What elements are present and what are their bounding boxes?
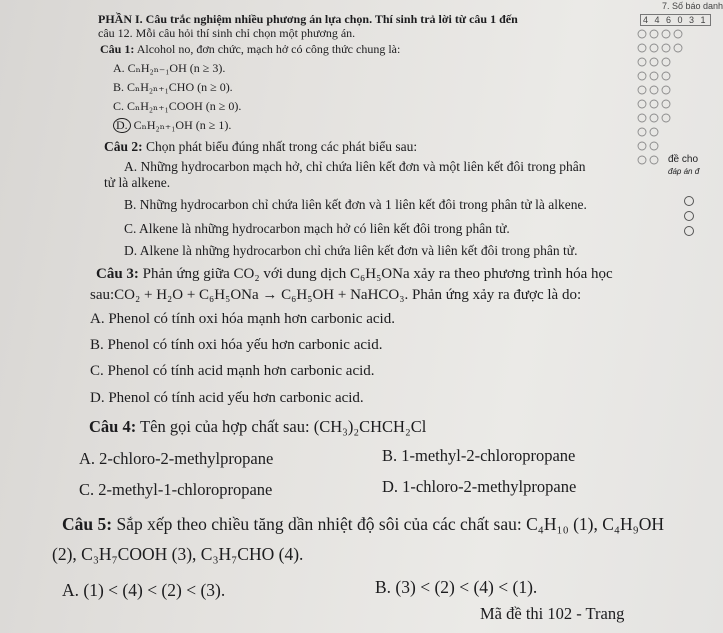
registration-number-label: 7. Số báo danh (662, 1, 723, 11)
section-title: PHẦN I. Câu trắc nghiệm nhiều phương án lựa chọn. Thí sinh trả lời từ câu 1 đến (98, 12, 518, 26)
question-5: Câu 5: Sắp xếp theo chiều tăng dần nhiệt độ sôi của các chất sau: C₄H₁₀ (1), C₄H₉OH (62, 514, 665, 534)
q4-option-b: B. 1-methyl-2-chloropropane (382, 446, 576, 465)
q2-option-a-line2: tử là alkene. (104, 175, 171, 190)
q1-option-d: D. CₙH₂ₙ₊₁OH (n ≥ 1). (113, 118, 231, 133)
q5-stem-line2: (2), C₃H₇COOH (3), C₃H₇CHO (4). (52, 544, 304, 564)
q3-option-a: A. Phenol có tính oxi hóa mạnh hơn carbonic acid. (90, 311, 395, 327)
side-note-1: đề cho (668, 154, 699, 165)
q3-equation: sau:CO₂ + H₂O + C₆H₅ONa → C₆H₅OH + NaHCO₃. Phản ứng xảy ra được là do: (90, 287, 582, 303)
question-1: Câu 1: Alcohol no, đơn chức, mạch hở có công thức chung là: (100, 42, 401, 56)
q2-option-c: C. Alkene là những hydrocarbon mạch hở có liên kết đôi trong phân tử. (124, 221, 510, 236)
q1-option-b: B. CₙH₂ₙ₊₁CHO (n ≥ 0). (113, 80, 233, 94)
side-note-2: đáp án đ (668, 167, 700, 176)
q2-option-d: D. Alkene là những hydrocarbon chỉ chứa liên kết đơn và liên kết đôi trong phân tử. (124, 243, 578, 258)
q1-option-a: A. CₙH₂ₙ₋₁OH (n ≥ 3). (113, 61, 226, 75)
q4-option-c: C. 2-methyl-1-chloropropane (79, 480, 273, 499)
code-boxes: 4 4 6 0 3 1 (640, 14, 711, 26)
side-bubbles (684, 196, 694, 241)
q3-option-b: B. Phenol có tính oxi hóa yếu hơn carbonic acid. (90, 337, 383, 353)
selected-answer-mark: D. (113, 118, 131, 133)
page-footer: Mã đề thi 102 - Trang (480, 604, 625, 623)
q2-option-b: B. Những hydrocarbon chỉ chứa liên kết đơn và 1 liên kết đôi trong phân tử là alkene. (124, 197, 587, 212)
q4-option-d: D. 1-chloro-2-methylpropane (382, 477, 577, 496)
question-2: Câu 2: Chọn phát biểu đúng nhất trong các phát biểu sau: (104, 139, 418, 154)
q3-option-c: C. Phenol có tính acid mạnh hơn carbonic acid. (90, 363, 375, 379)
q5-option-b: B. (3) < (2) < (4) < (1). (375, 577, 538, 597)
q2-option-a-line1: A. Những hydrocarbon mạch hở, chỉ chứa liên kết đơn và một liên kết đôi trong phân (124, 159, 586, 174)
q4-option-a: A. 2-chloro-2-methylpropane (79, 449, 274, 468)
q3-option-d: D. Phenol có tính acid yếu hơn carbonic acid. (90, 390, 364, 406)
question-3: Câu 3: Phản ứng giữa CO₂ với dung dịch C₆H₅ONa xảy ra theo phương trình hóa học (96, 266, 613, 282)
q5-option-a: A. (1) < (4) < (2) < (3). (62, 580, 226, 600)
question-4: Câu 4: Tên gọi của hợp chất sau: (CH₃)₂CHCH₂Cl (89, 417, 427, 436)
section-instruction: câu 12. Mỗi câu hỏi thí sinh chỉ chọn một phương án. (98, 26, 356, 40)
q1-option-c: C. CₙH₂ₙ₊₁COOH (n ≥ 0). (113, 99, 242, 113)
